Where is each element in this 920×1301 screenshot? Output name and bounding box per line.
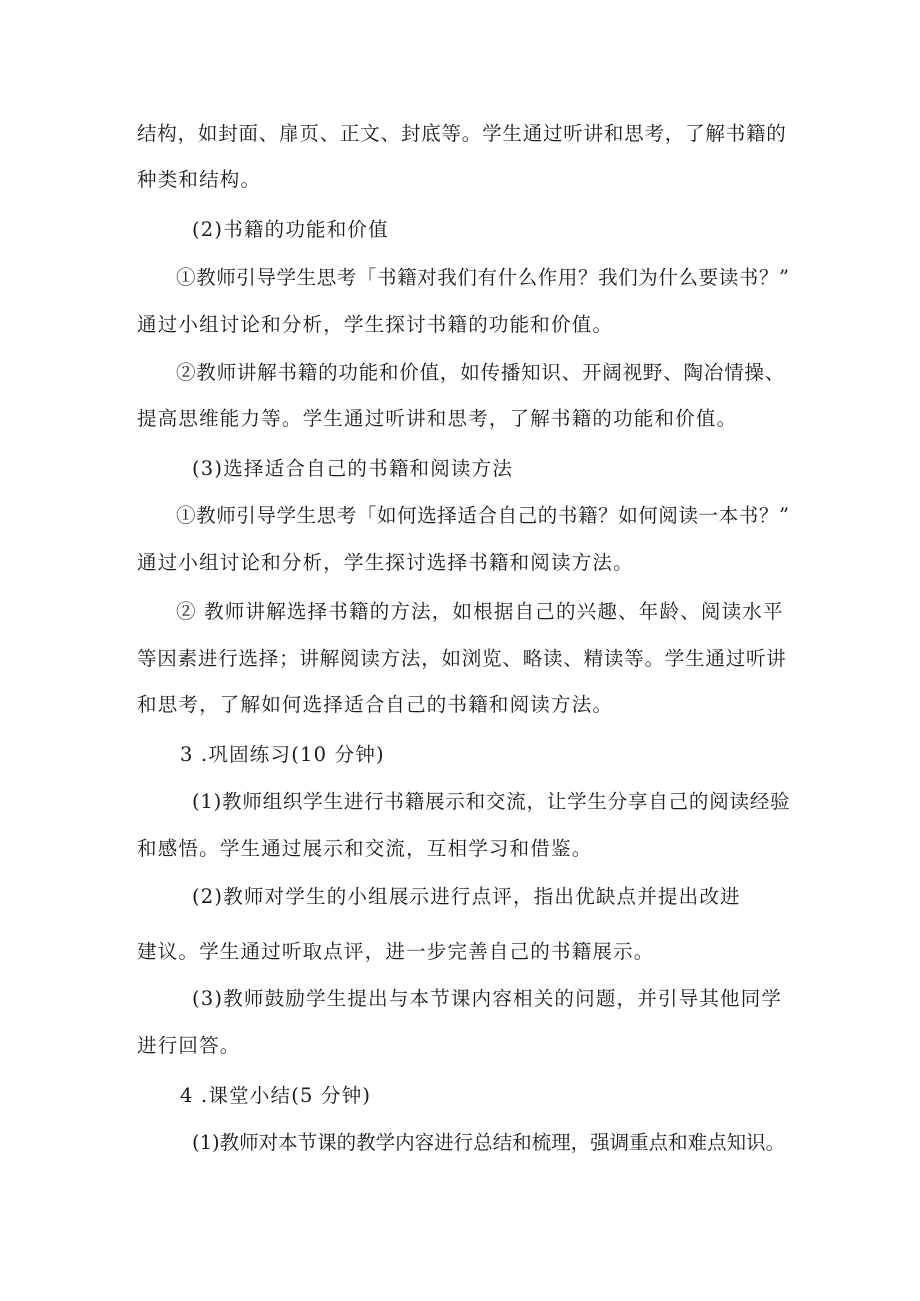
text-line: 等因素进行选择；讲解阅读方法，如浏览、略读、精读等。学生通过听讲 (137, 647, 787, 670)
section-heading: (2)书籍的功能和价值 (192, 218, 389, 241)
text-line: 通过小组讨论和分析，学生探讨选择书籍和阅读方法。 (137, 551, 634, 574)
text-line: ①教师引导学生思考「如何选择适合自己的书籍？如何阅读一本书？” (176, 504, 790, 527)
text-line: 种类和结构。 (137, 168, 262, 191)
text-line: 建议。学生通过听取点评，进一步完善自己的书籍展示。 (137, 940, 655, 963)
text-line: (3)教师鼓励学生提出与本节课内容相关的问题，并引导其他同学 (192, 987, 783, 1010)
section-heading: 4 .课堂小结(5 分钟) (180, 1084, 372, 1107)
text-line: ②教师讲解书籍的功能和价值，如传播知识、开阔视野、陶冶情操、 (176, 361, 786, 384)
text-line: ② 教师讲解选择书籍的方法，如根据自己的兴趣、年龄、阅读水平 (176, 600, 784, 623)
text-line: ①教师引导学生思考「书籍对我们有什么作用？我们为什么要读书？” (176, 266, 790, 289)
text-line: (1)教师对本节课的教学内容进行总结和梳理，强调重点和难点知识。 (192, 1131, 786, 1154)
text-line: 和思考，了解如何选择适合自己的书籍和阅读方法。 (137, 693, 614, 716)
text-line: (2)教师对学生的小组展示进行点评，指出优缺点并提出改进 (192, 885, 741, 908)
text-line: 通过小组讨论和分析，学生探讨书籍的功能和价值。 (137, 313, 614, 336)
text-line: 提高思维能力等。学生通过听讲和思考，了解书籍的功能和价值。 (137, 407, 738, 430)
text-line: 和感悟。学生通过展示和交流，互相学习和借鉴。 (137, 837, 593, 860)
section-heading: (3)选择适合自己的书籍和阅读方法 (192, 457, 514, 480)
text-line: 进行回答。 (137, 1034, 241, 1057)
text-line: (1)教师组织学生进行书籍展示和交流，让学生分享自己的阅读经验 (192, 790, 791, 813)
text-line: 结构，如封面、扉页、正文、封底等。学生通过听讲和思考，了解书籍的 (137, 122, 787, 145)
section-heading: 3 .巩固练习(10 分钟) (180, 743, 385, 766)
